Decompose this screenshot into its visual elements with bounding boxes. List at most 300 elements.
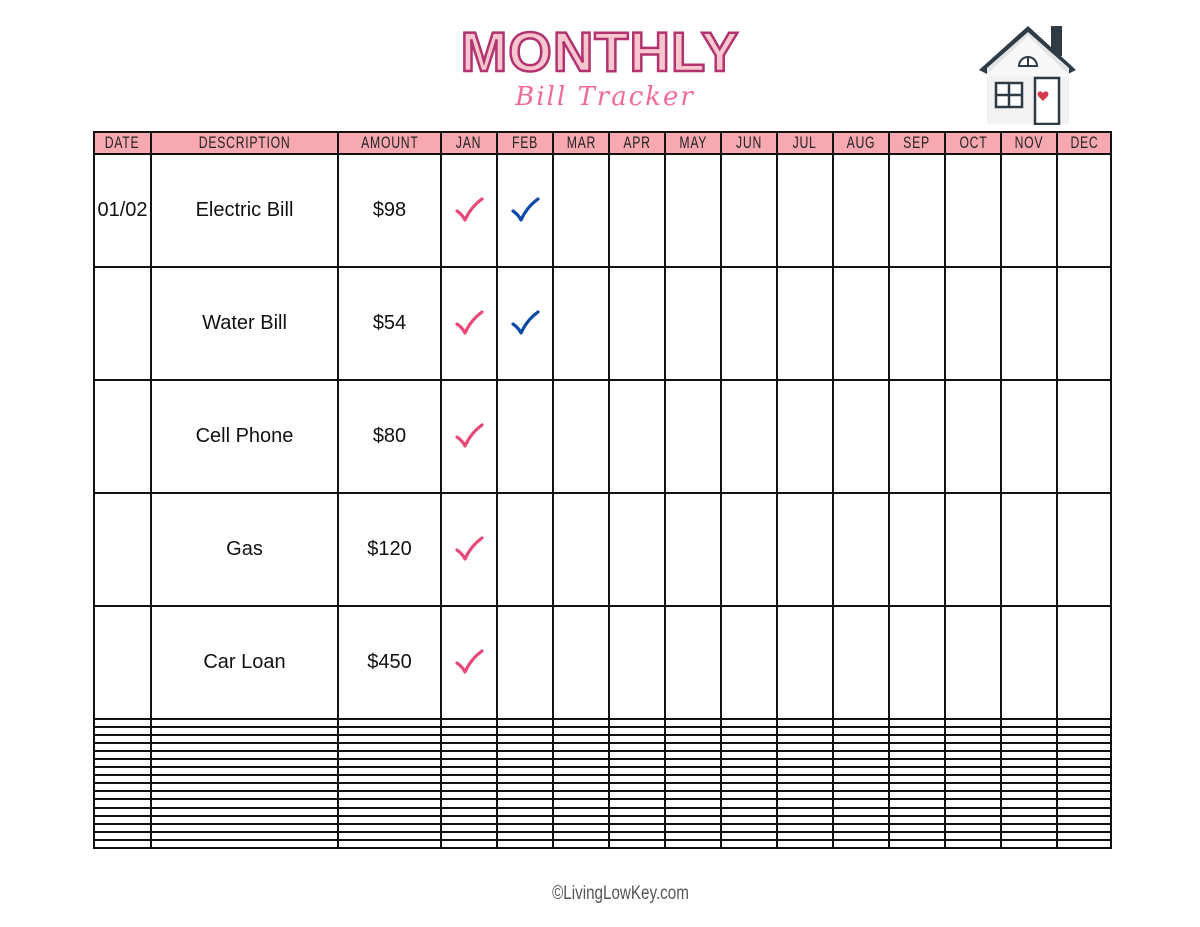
month-cell-aug[interactable] — [833, 840, 889, 848]
month-cell-dec[interactable] — [1057, 751, 1111, 759]
month-cell-aug[interactable] — [833, 154, 889, 267]
month-cell-aug[interactable] — [833, 824, 889, 832]
amount-cell[interactable] — [338, 783, 441, 791]
amount-cell[interactable]: $98 — [338, 154, 441, 267]
month-cell-feb[interactable] — [497, 727, 553, 735]
month-cell-apr[interactable] — [609, 154, 665, 267]
month-cell-jan[interactable] — [441, 799, 497, 807]
description-cell[interactable] — [151, 824, 338, 832]
month-cell-jan[interactable] — [441, 735, 497, 743]
amount-cell[interactable] — [338, 808, 441, 816]
date-cell[interactable] — [94, 808, 151, 816]
month-cell-nov[interactable] — [1001, 380, 1057, 493]
month-cell-mar[interactable] — [553, 267, 609, 380]
month-cell-mar[interactable] — [553, 751, 609, 759]
month-cell-may[interactable] — [665, 799, 721, 807]
month-cell-jun[interactable] — [721, 816, 777, 824]
amount-cell[interactable] — [338, 799, 441, 807]
month-cell-aug[interactable] — [833, 775, 889, 783]
date-cell[interactable] — [94, 832, 151, 840]
month-cell-aug[interactable] — [833, 808, 889, 816]
amount-cell[interactable] — [338, 816, 441, 824]
month-cell-oct[interactable] — [945, 719, 1001, 727]
month-cell-jan[interactable] — [441, 743, 497, 751]
month-cell-dec[interactable] — [1057, 791, 1111, 799]
month-cell-dec[interactable] — [1057, 840, 1111, 848]
month-cell-aug[interactable] — [833, 799, 889, 807]
month-cell-dec[interactable] — [1057, 799, 1111, 807]
month-cell-jul[interactable] — [777, 751, 833, 759]
month-cell-jul[interactable] — [777, 840, 833, 848]
month-cell-dec[interactable] — [1057, 832, 1111, 840]
month-cell-nov[interactable] — [1001, 267, 1057, 380]
month-cell-sep[interactable] — [889, 767, 945, 775]
month-cell-jan[interactable] — [441, 808, 497, 816]
month-cell-feb[interactable] — [497, 808, 553, 816]
amount-cell[interactable] — [338, 840, 441, 848]
month-cell-mar[interactable] — [553, 791, 609, 799]
month-cell-may[interactable] — [665, 791, 721, 799]
month-cell-dec[interactable] — [1057, 380, 1111, 493]
month-cell-apr[interactable] — [609, 606, 665, 719]
month-cell-jun[interactable] — [721, 840, 777, 848]
month-cell-jan[interactable] — [441, 719, 497, 727]
date-cell[interactable] — [94, 267, 151, 380]
month-cell-dec[interactable] — [1057, 727, 1111, 735]
month-cell-may[interactable] — [665, 840, 721, 848]
month-cell-jun[interactable] — [721, 719, 777, 727]
month-cell-sep[interactable] — [889, 783, 945, 791]
month-cell-apr[interactable] — [609, 751, 665, 759]
month-cell-jul[interactable] — [777, 743, 833, 751]
month-cell-jun[interactable] — [721, 808, 777, 816]
month-cell-jul[interactable] — [777, 799, 833, 807]
month-cell-jun[interactable] — [721, 767, 777, 775]
month-cell-jun[interactable] — [721, 751, 777, 759]
month-cell-nov[interactable] — [1001, 727, 1057, 735]
month-cell-jul[interactable] — [777, 816, 833, 824]
month-cell-aug[interactable] — [833, 606, 889, 719]
month-cell-jun[interactable] — [721, 759, 777, 767]
month-cell-nov[interactable] — [1001, 816, 1057, 824]
month-cell-nov[interactable] — [1001, 606, 1057, 719]
month-cell-mar[interactable] — [553, 816, 609, 824]
month-cell-nov[interactable] — [1001, 832, 1057, 840]
month-cell-aug[interactable] — [833, 735, 889, 743]
description-cell[interactable] — [151, 783, 338, 791]
month-cell-aug[interactable] — [833, 783, 889, 791]
description-cell[interactable] — [151, 799, 338, 807]
month-cell-oct[interactable] — [945, 267, 1001, 380]
month-cell-oct[interactable] — [945, 759, 1001, 767]
month-cell-aug[interactable] — [833, 719, 889, 727]
month-cell-aug[interactable] — [833, 816, 889, 824]
description-cell[interactable] — [151, 816, 338, 824]
month-cell-dec[interactable] — [1057, 783, 1111, 791]
month-cell-mar[interactable] — [553, 767, 609, 775]
date-cell[interactable] — [94, 783, 151, 791]
amount-cell[interactable]: $80 — [338, 380, 441, 493]
month-cell-oct[interactable] — [945, 783, 1001, 791]
month-cell-jan[interactable] — [441, 816, 497, 824]
month-cell-nov[interactable] — [1001, 735, 1057, 743]
month-cell-jun[interactable] — [721, 832, 777, 840]
month-cell-apr[interactable] — [609, 816, 665, 824]
description-cell[interactable] — [151, 808, 338, 816]
description-cell[interactable]: Electric Bill — [151, 154, 338, 267]
month-cell-oct[interactable] — [945, 775, 1001, 783]
month-cell-aug[interactable] — [833, 727, 889, 735]
amount-cell[interactable] — [338, 719, 441, 727]
month-cell-sep[interactable] — [889, 493, 945, 606]
month-cell-mar[interactable] — [553, 832, 609, 840]
month-cell-oct[interactable] — [945, 751, 1001, 759]
month-cell-aug[interactable] — [833, 767, 889, 775]
month-cell-jan[interactable] — [441, 380, 497, 493]
month-cell-nov[interactable] — [1001, 799, 1057, 807]
month-cell-sep[interactable] — [889, 840, 945, 848]
month-cell-oct[interactable] — [945, 799, 1001, 807]
month-cell-mar[interactable] — [553, 799, 609, 807]
month-cell-feb[interactable] — [497, 840, 553, 848]
month-cell-jan[interactable] — [441, 727, 497, 735]
month-cell-jun[interactable] — [721, 380, 777, 493]
month-cell-jul[interactable] — [777, 832, 833, 840]
month-cell-mar[interactable] — [553, 154, 609, 267]
amount-cell[interactable] — [338, 832, 441, 840]
date-cell[interactable] — [94, 493, 151, 606]
month-cell-sep[interactable] — [889, 751, 945, 759]
month-cell-aug[interactable] — [833, 743, 889, 751]
month-cell-feb[interactable] — [497, 380, 553, 493]
month-cell-feb[interactable] — [497, 493, 553, 606]
month-cell-apr[interactable] — [609, 380, 665, 493]
month-cell-feb[interactable] — [497, 743, 553, 751]
month-cell-aug[interactable] — [833, 751, 889, 759]
date-cell[interactable] — [94, 759, 151, 767]
month-cell-apr[interactable] — [609, 791, 665, 799]
month-cell-jun[interactable] — [721, 735, 777, 743]
month-cell-jul[interactable] — [777, 791, 833, 799]
month-cell-apr[interactable] — [609, 759, 665, 767]
month-cell-may[interactable] — [665, 775, 721, 783]
month-cell-jul[interactable] — [777, 493, 833, 606]
month-cell-jun[interactable] — [721, 606, 777, 719]
month-cell-may[interactable] — [665, 267, 721, 380]
description-cell[interactable] — [151, 735, 338, 743]
month-cell-dec[interactable] — [1057, 267, 1111, 380]
month-cell-oct[interactable] — [945, 767, 1001, 775]
month-cell-jan[interactable] — [441, 840, 497, 848]
month-cell-jun[interactable] — [721, 154, 777, 267]
month-cell-feb[interactable] — [497, 824, 553, 832]
month-cell-feb[interactable] — [497, 783, 553, 791]
month-cell-jul[interactable] — [777, 824, 833, 832]
month-cell-feb[interactable] — [497, 154, 553, 267]
month-cell-feb[interactable] — [497, 775, 553, 783]
amount-cell[interactable] — [338, 824, 441, 832]
month-cell-feb[interactable] — [497, 751, 553, 759]
month-cell-feb[interactable] — [497, 791, 553, 799]
date-cell[interactable] — [94, 767, 151, 775]
month-cell-jul[interactable] — [777, 267, 833, 380]
month-cell-dec[interactable] — [1057, 735, 1111, 743]
month-cell-jul[interactable] — [777, 727, 833, 735]
date-cell[interactable] — [94, 606, 151, 719]
month-cell-dec[interactable] — [1057, 816, 1111, 824]
month-cell-nov[interactable] — [1001, 743, 1057, 751]
month-cell-feb[interactable] — [497, 767, 553, 775]
month-cell-sep[interactable] — [889, 791, 945, 799]
month-cell-apr[interactable] — [609, 743, 665, 751]
month-cell-mar[interactable] — [553, 719, 609, 727]
month-cell-sep[interactable] — [889, 816, 945, 824]
amount-cell[interactable]: $120 — [338, 493, 441, 606]
month-cell-may[interactable] — [665, 816, 721, 824]
month-cell-jun[interactable] — [721, 267, 777, 380]
amount-cell[interactable] — [338, 735, 441, 743]
month-cell-nov[interactable] — [1001, 767, 1057, 775]
month-cell-dec[interactable] — [1057, 606, 1111, 719]
month-cell-jun[interactable] — [721, 783, 777, 791]
date-cell[interactable] — [94, 824, 151, 832]
date-cell[interactable] — [94, 380, 151, 493]
month-cell-may[interactable] — [665, 719, 721, 727]
month-cell-may[interactable] — [665, 824, 721, 832]
description-cell[interactable] — [151, 743, 338, 751]
month-cell-sep[interactable] — [889, 824, 945, 832]
month-cell-sep[interactable] — [889, 735, 945, 743]
month-cell-jan[interactable] — [441, 606, 497, 719]
month-cell-feb[interactable] — [497, 832, 553, 840]
date-cell[interactable]: 01/02 — [94, 154, 151, 267]
amount-cell[interactable] — [338, 727, 441, 735]
month-cell-dec[interactable] — [1057, 759, 1111, 767]
month-cell-jan[interactable] — [441, 493, 497, 606]
month-cell-oct[interactable] — [945, 840, 1001, 848]
month-cell-nov[interactable] — [1001, 824, 1057, 832]
month-cell-apr[interactable] — [609, 727, 665, 735]
month-cell-jul[interactable] — [777, 380, 833, 493]
month-cell-feb[interactable] — [497, 267, 553, 380]
month-cell-jun[interactable] — [721, 824, 777, 832]
month-cell-aug[interactable] — [833, 493, 889, 606]
month-cell-aug[interactable] — [833, 832, 889, 840]
month-cell-sep[interactable] — [889, 799, 945, 807]
month-cell-sep[interactable] — [889, 727, 945, 735]
month-cell-oct[interactable] — [945, 791, 1001, 799]
month-cell-nov[interactable] — [1001, 775, 1057, 783]
month-cell-nov[interactable] — [1001, 751, 1057, 759]
month-cell-nov[interactable] — [1001, 783, 1057, 791]
month-cell-jun[interactable] — [721, 799, 777, 807]
month-cell-sep[interactable] — [889, 154, 945, 267]
description-cell[interactable] — [151, 767, 338, 775]
month-cell-nov[interactable] — [1001, 808, 1057, 816]
description-cell[interactable] — [151, 727, 338, 735]
description-cell[interactable] — [151, 751, 338, 759]
month-cell-apr[interactable] — [609, 767, 665, 775]
amount-cell[interactable] — [338, 767, 441, 775]
month-cell-jul[interactable] — [777, 783, 833, 791]
month-cell-jul[interactable] — [777, 775, 833, 783]
description-cell[interactable] — [151, 791, 338, 799]
month-cell-jan[interactable] — [441, 751, 497, 759]
month-cell-nov[interactable] — [1001, 154, 1057, 267]
month-cell-mar[interactable] — [553, 743, 609, 751]
month-cell-sep[interactable] — [889, 743, 945, 751]
date-cell[interactable] — [94, 751, 151, 759]
month-cell-oct[interactable] — [945, 743, 1001, 751]
month-cell-jan[interactable] — [441, 759, 497, 767]
month-cell-apr[interactable] — [609, 840, 665, 848]
month-cell-oct[interactable] — [945, 493, 1001, 606]
month-cell-sep[interactable] — [889, 808, 945, 816]
month-cell-mar[interactable] — [553, 808, 609, 816]
month-cell-jun[interactable] — [721, 493, 777, 606]
month-cell-apr[interactable] — [609, 783, 665, 791]
month-cell-nov[interactable] — [1001, 791, 1057, 799]
month-cell-mar[interactable] — [553, 783, 609, 791]
month-cell-mar[interactable] — [553, 824, 609, 832]
month-cell-nov[interactable] — [1001, 719, 1057, 727]
month-cell-mar[interactable] — [553, 606, 609, 719]
description-cell[interactable] — [151, 719, 338, 727]
month-cell-jul[interactable] — [777, 606, 833, 719]
date-cell[interactable] — [94, 791, 151, 799]
month-cell-oct[interactable] — [945, 824, 1001, 832]
month-cell-apr[interactable] — [609, 832, 665, 840]
description-cell[interactable]: Water Bill — [151, 267, 338, 380]
month-cell-may[interactable] — [665, 767, 721, 775]
amount-cell[interactable] — [338, 751, 441, 759]
month-cell-sep[interactable] — [889, 380, 945, 493]
month-cell-sep[interactable] — [889, 267, 945, 380]
month-cell-mar[interactable] — [553, 775, 609, 783]
month-cell-mar[interactable] — [553, 840, 609, 848]
month-cell-mar[interactable] — [553, 493, 609, 606]
date-cell[interactable] — [94, 775, 151, 783]
month-cell-may[interactable] — [665, 154, 721, 267]
description-cell[interactable]: Cell Phone — [151, 380, 338, 493]
month-cell-dec[interactable] — [1057, 775, 1111, 783]
month-cell-jan[interactable] — [441, 824, 497, 832]
amount-cell[interactable]: $450 — [338, 606, 441, 719]
month-cell-oct[interactable] — [945, 816, 1001, 824]
amount-cell[interactable] — [338, 759, 441, 767]
month-cell-jun[interactable] — [721, 727, 777, 735]
month-cell-sep[interactable] — [889, 775, 945, 783]
month-cell-jun[interactable] — [721, 743, 777, 751]
month-cell-apr[interactable] — [609, 267, 665, 380]
month-cell-dec[interactable] — [1057, 154, 1111, 267]
month-cell-apr[interactable] — [609, 735, 665, 743]
month-cell-feb[interactable] — [497, 799, 553, 807]
month-cell-may[interactable] — [665, 380, 721, 493]
month-cell-jun[interactable] — [721, 791, 777, 799]
month-cell-oct[interactable] — [945, 380, 1001, 493]
month-cell-dec[interactable] — [1057, 493, 1111, 606]
month-cell-sep[interactable] — [889, 832, 945, 840]
amount-cell[interactable] — [338, 775, 441, 783]
month-cell-mar[interactable] — [553, 727, 609, 735]
month-cell-jun[interactable] — [721, 775, 777, 783]
month-cell-jan[interactable] — [441, 783, 497, 791]
amount-cell[interactable]: $54 — [338, 267, 441, 380]
month-cell-jan[interactable] — [441, 775, 497, 783]
month-cell-oct[interactable] — [945, 727, 1001, 735]
month-cell-oct[interactable] — [945, 735, 1001, 743]
month-cell-jan[interactable] — [441, 832, 497, 840]
date-cell[interactable] — [94, 799, 151, 807]
description-cell[interactable] — [151, 775, 338, 783]
month-cell-jul[interactable] — [777, 808, 833, 816]
month-cell-may[interactable] — [665, 743, 721, 751]
month-cell-mar[interactable] — [553, 759, 609, 767]
month-cell-may[interactable] — [665, 759, 721, 767]
month-cell-feb[interactable] — [497, 735, 553, 743]
month-cell-may[interactable] — [665, 735, 721, 743]
month-cell-jul[interactable] — [777, 719, 833, 727]
month-cell-feb[interactable] — [497, 719, 553, 727]
description-cell[interactable]: Car Loan — [151, 606, 338, 719]
month-cell-sep[interactable] — [889, 719, 945, 727]
month-cell-may[interactable] — [665, 727, 721, 735]
month-cell-mar[interactable] — [553, 380, 609, 493]
month-cell-dec[interactable] — [1057, 743, 1111, 751]
month-cell-jul[interactable] — [777, 759, 833, 767]
month-cell-nov[interactable] — [1001, 840, 1057, 848]
month-cell-oct[interactable] — [945, 832, 1001, 840]
month-cell-feb[interactable] — [497, 759, 553, 767]
description-cell[interactable] — [151, 840, 338, 848]
month-cell-sep[interactable] — [889, 759, 945, 767]
month-cell-may[interactable] — [665, 832, 721, 840]
month-cell-jan[interactable] — [441, 154, 497, 267]
month-cell-aug[interactable] — [833, 759, 889, 767]
month-cell-apr[interactable] — [609, 799, 665, 807]
date-cell[interactable] — [94, 719, 151, 727]
month-cell-apr[interactable] — [609, 808, 665, 816]
date-cell[interactable] — [94, 735, 151, 743]
date-cell[interactable] — [94, 727, 151, 735]
month-cell-may[interactable] — [665, 606, 721, 719]
month-cell-dec[interactable] — [1057, 767, 1111, 775]
month-cell-oct[interactable] — [945, 808, 1001, 816]
month-cell-dec[interactable] — [1057, 719, 1111, 727]
date-cell[interactable] — [94, 743, 151, 751]
month-cell-aug[interactable] — [833, 267, 889, 380]
month-cell-aug[interactable] — [833, 380, 889, 493]
month-cell-nov[interactable] — [1001, 759, 1057, 767]
month-cell-feb[interactable] — [497, 816, 553, 824]
month-cell-sep[interactable] — [889, 606, 945, 719]
month-cell-apr[interactable] — [609, 824, 665, 832]
month-cell-feb[interactable] — [497, 606, 553, 719]
month-cell-aug[interactable] — [833, 791, 889, 799]
date-cell[interactable] — [94, 840, 151, 848]
description-cell[interactable] — [151, 759, 338, 767]
month-cell-jan[interactable] — [441, 267, 497, 380]
month-cell-oct[interactable] — [945, 154, 1001, 267]
month-cell-may[interactable] — [665, 493, 721, 606]
month-cell-dec[interactable] — [1057, 824, 1111, 832]
month-cell-dec[interactable] — [1057, 808, 1111, 816]
description-cell[interactable]: Gas — [151, 493, 338, 606]
amount-cell[interactable] — [338, 791, 441, 799]
month-cell-nov[interactable] — [1001, 493, 1057, 606]
month-cell-jul[interactable] — [777, 735, 833, 743]
